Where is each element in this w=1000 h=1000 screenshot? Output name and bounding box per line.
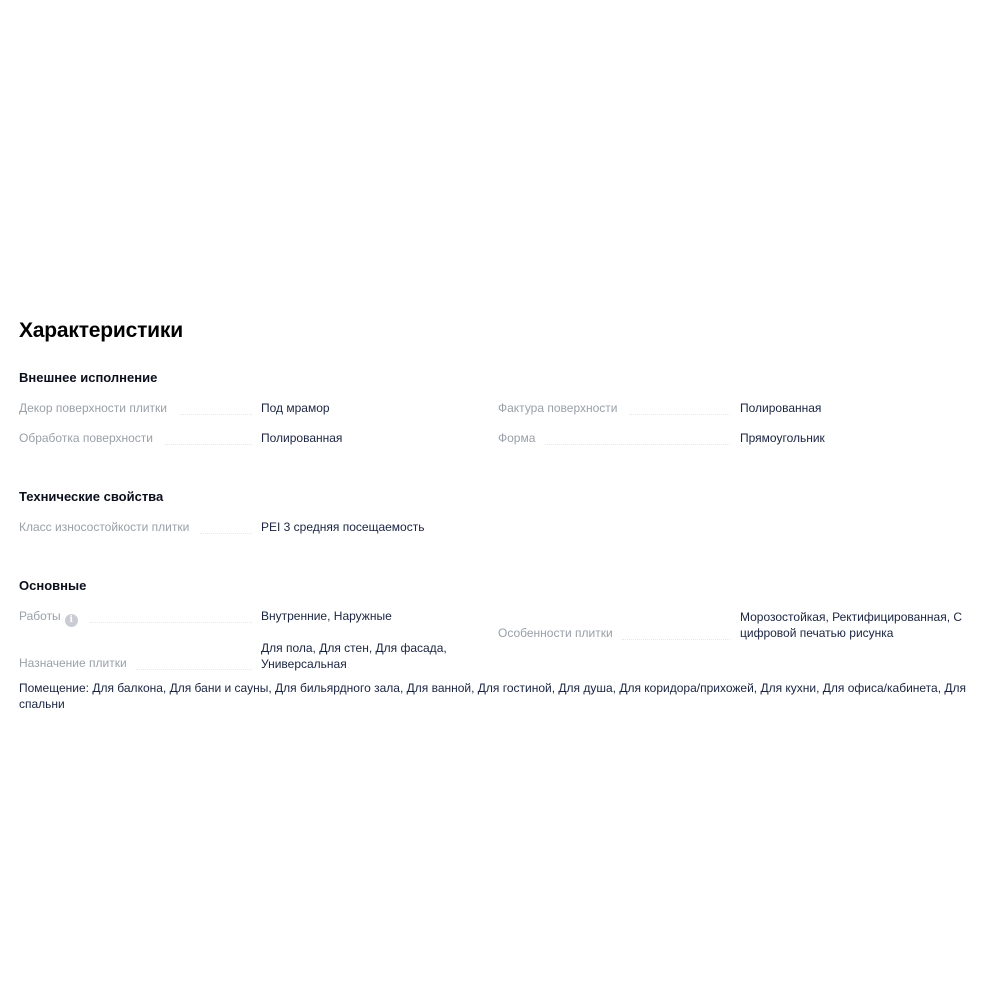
wear-class-value: PEI 3 средняя посещаемость bbox=[261, 520, 425, 534]
section-title-technical: Технические свойства bbox=[19, 489, 164, 504]
works-value: Внутренние, Наружные bbox=[261, 609, 392, 623]
texture-label: Фактура поверхности bbox=[498, 401, 618, 415]
features-value: Морозостойкая, Ректифицированная, С цифровой печатью рисунка bbox=[740, 610, 963, 640]
leader-line bbox=[90, 622, 252, 623]
features-label: Особенности плитки bbox=[498, 626, 613, 640]
leader-line bbox=[136, 669, 252, 670]
leader-line bbox=[180, 414, 252, 415]
rooms-row bbox=[19, 680, 979, 712]
leader-line bbox=[630, 414, 730, 415]
shape-value: Прямоугольник bbox=[740, 431, 825, 445]
leader-line bbox=[545, 444, 730, 445]
works-label: Работы bbox=[19, 609, 61, 623]
decor-label: Декор поверхности плитки bbox=[19, 401, 167, 415]
rooms-value: Для балкона, Для бани и сауны, Для бильярдного зала, Для ванной, Для гостиной, Для душа, Для коридора/прихожей, Для кухни, Для офиса/кабинета, Для спальни bbox=[19, 681, 967, 711]
wear-class-label: Класс износостойкости плитки bbox=[19, 520, 190, 534]
processing-label: Обработка поверхности bbox=[19, 431, 153, 445]
processing-value: Полированная bbox=[261, 431, 343, 445]
page-title: Характеристики bbox=[19, 319, 183, 342]
section-title-exterior: Внешнее исполнение bbox=[19, 370, 158, 385]
leader-line bbox=[622, 639, 730, 640]
leader-line bbox=[165, 444, 252, 445]
decor-value: Под мрамор bbox=[261, 401, 330, 415]
works-label-row bbox=[19, 609, 78, 627]
leader-line bbox=[200, 533, 252, 534]
purpose-label: Назначение плитки bbox=[19, 656, 127, 670]
rooms-label: Помещение: bbox=[19, 681, 89, 695]
info-icon[interactable]: i bbox=[65, 614, 78, 627]
texture-value: Полированная bbox=[740, 401, 822, 415]
section-title-main: Основные bbox=[19, 578, 87, 593]
shape-label: Форма bbox=[498, 431, 536, 445]
purpose-value: Для пола, Для стен, Для фасада, Универсальная bbox=[261, 641, 447, 671]
